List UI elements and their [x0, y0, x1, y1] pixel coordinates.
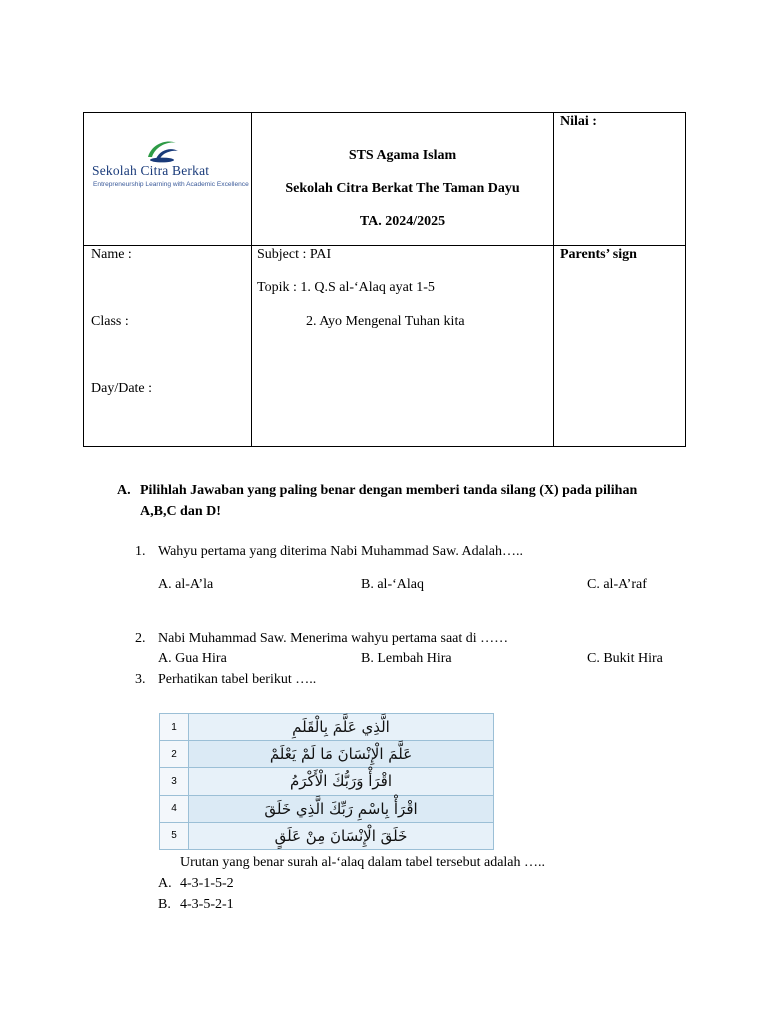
- question-2-option-b[interactable]: B. Lembah Hira: [361, 651, 452, 666]
- ayah-row: [160, 741, 494, 768]
- question-3-text: Perhatikan tabel berikut …..: [158, 672, 317, 687]
- ayah-text: خَلَقَ الْإِنْسَانَ مِنْ عَلَقٍ: [189, 822, 494, 849]
- ayah-number: 2: [160, 741, 189, 768]
- question-3-option-a[interactable]: 4-3-1-5-2: [180, 876, 234, 891]
- question-3-followup: Urutan yang benar surah al-‘alaq dalam tabel tersebut adalah …..: [180, 855, 546, 870]
- ayah-row: [160, 795, 494, 822]
- exam-title: STS Agama Islam: [348, 148, 457, 163]
- logo-name: Sekolah Citra Berkat: [92, 163, 210, 178]
- topic-line-2: 2. Ayo Mengenal Tuhan kita: [306, 314, 465, 330]
- ayah-text: الَّذِي عَلَّمَ بِالْقَلَمِ: [189, 714, 494, 741]
- date-label: Day/Date :: [91, 381, 153, 397]
- subject-label: Subject : PAI: [257, 247, 332, 263]
- ayah-row: [160, 822, 494, 849]
- ayah-number: 1: [160, 714, 189, 741]
- class-label: Class :: [91, 314, 129, 330]
- question-1-text: Wahyu pertama yang diterima Nabi Muhammad Saw. Adalah…..: [158, 544, 523, 559]
- ayah-row: [160, 768, 494, 795]
- header-table: [83, 112, 686, 447]
- title-cell: [252, 113, 554, 246]
- parents-sign-label: Parents’ sign: [560, 247, 637, 263]
- parents-sign-cell[interactable]: [554, 246, 686, 447]
- question-1-option-c[interactable]: C. al-A’raf: [587, 577, 647, 592]
- section-a-instruction-1: Pilihlah Jawaban yang paling benar dengan memberi tanda silang (X) pada pilihan: [140, 483, 638, 498]
- ayah-number: 4: [160, 795, 189, 822]
- question-3-option-b-marker[interactable]: B.: [158, 897, 171, 912]
- student-info-cell[interactable]: [84, 246, 252, 447]
- logo-tagline: Entrepreneurship Learning with Academic Excellence: [93, 181, 249, 188]
- ayah-text: اقْرَأْ وَرَبُّكَ الْأَكْرَمُ: [189, 768, 494, 795]
- question-2-option-a[interactable]: A. Gua Hira: [158, 651, 227, 666]
- nilai-label: Nilai :: [560, 114, 597, 129]
- question-1-number: 1.: [135, 544, 146, 559]
- question-3-option-b[interactable]: 4-3-5-2-1: [180, 897, 234, 912]
- school-logo: [92, 137, 249, 197]
- ayah-number: 5: [160, 822, 189, 849]
- logo-emblem-icon: [142, 137, 182, 163]
- academic-year: TA. 2024/2025: [359, 214, 446, 229]
- ayah-row: [160, 714, 494, 741]
- ayah-text: عَلَّمَ الْإِنْسَانَ مَا لَمْ يَعْلَمْ: [189, 741, 494, 768]
- section-a-instruction-2: A,B,C dan D!: [140, 504, 221, 519]
- question-2-option-c[interactable]: C. Bukit Hira: [587, 651, 663, 666]
- logo-cell: [84, 113, 252, 246]
- question-2-text: Nabi Muhammad Saw. Menerima wahyu pertama saat di ……: [158, 631, 509, 646]
- ayah-text: اقْرَأْ بِاسْمِ رَبِّكَ الَّذِي خَلَقَ: [189, 795, 494, 822]
- question-3-number: 3.: [135, 672, 146, 687]
- section-a-marker: A.: [117, 483, 131, 498]
- question-1-option-a[interactable]: A. al-A’la: [158, 577, 214, 592]
- ayah-table: [159, 713, 494, 850]
- ayah-number: 3: [160, 768, 189, 795]
- school-name: Sekolah Citra Berkat The Taman Dayu: [285, 181, 520, 196]
- subject-cell: [252, 246, 554, 447]
- nilai-cell[interactable]: [554, 113, 686, 246]
- name-label: Name :: [91, 247, 132, 263]
- topic-line-1: Topik : 1. Q.S al-‘Alaq ayat 1-5: [257, 280, 435, 296]
- question-1-option-b[interactable]: B. al-‘Alaq: [361, 577, 424, 592]
- question-3-option-a-marker[interactable]: A.: [158, 876, 172, 891]
- question-2-number: 2.: [135, 631, 146, 646]
